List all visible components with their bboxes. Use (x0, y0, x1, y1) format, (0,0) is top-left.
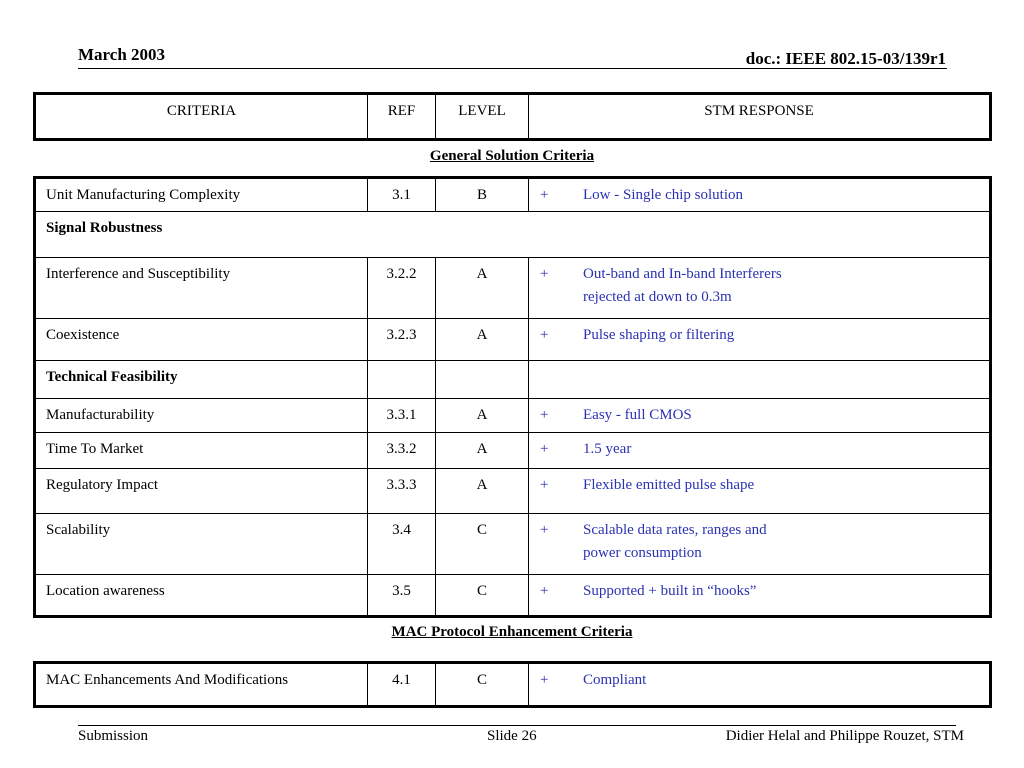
group-heading-technical-feasibility: Technical Feasibility (35, 361, 368, 399)
plus-marker: + (540, 522, 549, 538)
table-row (35, 319, 991, 361)
criteria-cell: Interference and Susceptibility (35, 258, 368, 319)
criteria-cell: Time To Market (35, 433, 368, 469)
mac-criteria-table (33, 661, 992, 708)
footer-rule (78, 725, 956, 726)
header-rule (78, 68, 947, 69)
footer-slide-number: Slide 26 (487, 728, 537, 744)
criteria-cell: Regulatory Impact (35, 469, 368, 514)
response-cell (529, 258, 991, 319)
table-row-group-heading (35, 212, 991, 258)
level-cell: C (436, 514, 529, 575)
footer-submission: Submission (78, 728, 149, 744)
section-title-mac: MAC Protocol Enhancement Criteria (391, 624, 633, 640)
response-cell (529, 433, 991, 469)
plus-marker: + (540, 407, 549, 423)
level-cell: C (436, 663, 529, 707)
level-cell: B (436, 178, 529, 212)
table-row (35, 258, 991, 319)
header-date: March 2003 (78, 45, 166, 64)
criteria-cell: Unit Manufacturing Complexity (35, 178, 368, 212)
level-cell: A (436, 258, 529, 319)
section-title-general: General Solution Criteria (429, 148, 595, 164)
footer-authors: Didier Helal and Philippe Rouzet, STM (725, 728, 964, 744)
response-text: Supported + built in “hooks” (583, 583, 757, 599)
header-response: STM RESPONSE (529, 94, 991, 140)
table-row-group-heading (35, 361, 991, 399)
ref-cell: 4.1 (368, 663, 436, 707)
header-doc-id: doc.: IEEE 802.15-03/139r1 (745, 49, 946, 68)
response-cell (529, 319, 991, 361)
response-text: Pulse shaping or filtering (583, 327, 735, 343)
level-cell: C (436, 575, 529, 617)
header-level: LEVEL (436, 94, 529, 140)
level-cell: A (436, 399, 529, 433)
response-text: Out-band and In-band Interferers (583, 266, 782, 282)
table-row (35, 514, 991, 575)
response-text: Easy - full CMOS (583, 407, 692, 423)
general-criteria-table (33, 176, 992, 618)
table-row (35, 178, 991, 212)
response-text-continued: rejected at down to 0.3m (583, 289, 732, 305)
ref-cell: 3.1 (368, 178, 436, 212)
plus-marker: + (540, 583, 549, 599)
response-text: Compliant (583, 672, 647, 688)
response-cell (529, 514, 991, 575)
response-text: Scalable data rates, ranges and (583, 522, 767, 538)
ref-cell: 3.4 (368, 514, 436, 575)
response-cell (529, 399, 991, 433)
level-cell: A (436, 469, 529, 514)
criteria-cell: Coexistence (35, 319, 368, 361)
criteria-cell: MAC Enhancements And Modifications (35, 663, 368, 707)
ref-cell: 3.3.2 (368, 433, 436, 469)
ref-cell: 3.2.3 (368, 319, 436, 361)
level-cell: A (436, 433, 529, 469)
level-cell: A (436, 319, 529, 361)
criteria-cell: Manufacturability (35, 399, 368, 433)
table-row (35, 399, 991, 433)
plus-marker: + (540, 672, 549, 688)
table-row (35, 575, 991, 617)
ref-cell: 3.2.2 (368, 258, 436, 319)
table-header-row (35, 94, 991, 140)
ref-cell: 3.5 (368, 575, 436, 617)
response-cell (529, 469, 991, 514)
response-text: Low - Single chip solution (583, 187, 743, 203)
criteria-cell: Location awareness (35, 575, 368, 617)
plus-marker: + (540, 327, 549, 343)
empty-cell (368, 361, 436, 399)
ref-cell: 3.3.3 (368, 469, 436, 514)
plus-marker: + (540, 187, 549, 203)
plus-marker: + (540, 441, 549, 457)
criteria-cell: Scalability (35, 514, 368, 575)
response-cell (529, 663, 991, 707)
header-criteria: CRITERIA (35, 94, 368, 140)
response-text: Flexible emitted pulse shape (583, 477, 755, 493)
header-ref: REF (368, 94, 436, 140)
response-cell (529, 575, 991, 617)
group-heading-signal-robustness: Signal Robustness (35, 212, 991, 258)
criteria-header-table (33, 92, 992, 141)
empty-cell (436, 361, 529, 399)
plus-marker: + (540, 477, 549, 493)
table-row (35, 663, 991, 707)
response-text: 1.5 year (583, 441, 632, 457)
plus-marker: + (540, 266, 549, 282)
table-row (35, 469, 991, 514)
ref-cell: 3.3.1 (368, 399, 436, 433)
table-row (35, 433, 991, 469)
response-cell (529, 178, 991, 212)
response-text-continued: power consumption (583, 545, 702, 561)
empty-cell (529, 361, 991, 399)
